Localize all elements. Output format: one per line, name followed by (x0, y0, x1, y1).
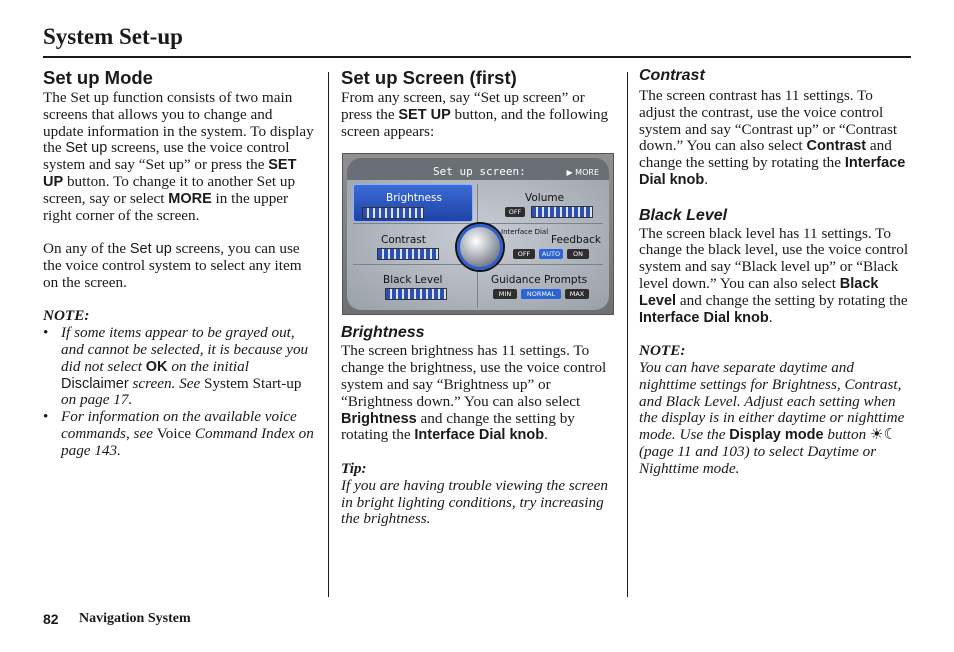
column-set-up-screen (341, 66, 615, 528)
sub-heading: Black Level (639, 206, 728, 224)
paragraph: The screen black level has 11 settings. To change the black level, use the voice control system and say “Black level up” or “Black level down.” You can also select Black Level and change the setting by rotating the Interface Dial knob. (639, 224, 909, 326)
note-item: • If some items appear to be grayed out, and cannot be selected, it is because you did not select OK on the initial Disclaimer screen. See System Start-up on page 17. (43, 325, 315, 409)
guidance-tile: Guidance Prompts MIN NORMAL MAX (491, 274, 588, 299)
page-number: 82 (43, 611, 59, 627)
paragraph: The screen brightness has 11 settings. To change the brightness, use the voice control system and say “Brightness up” or “Brightness down.” You can also select Brightness and change the setting by rotating the Interface Dial knob. (341, 342, 607, 444)
contrast-tile: Contrast (353, 226, 471, 262)
column-divider (328, 72, 329, 597)
page-title: System Set-up (43, 24, 183, 49)
tip-label: Tip: (341, 459, 367, 477)
section-heading: Set up Mode (43, 67, 153, 88)
footer-text: Navigation System (79, 611, 191, 626)
paragraph: From any screen, say “Set up screen” or press the SET UP button, and the following screen appears: (341, 89, 609, 140)
section-heading: Set up Screen (first) (341, 67, 517, 88)
setup-screen-image (342, 153, 614, 315)
feedback-tile: Interface Dial Feedback OFF AUTO ON (501, 228, 602, 259)
display-mode-icon: ☀☾ (869, 426, 898, 444)
brightness-tile: Brightness (353, 184, 473, 222)
screen-title: Set up screen: (433, 165, 526, 179)
column-set-up-mode (43, 66, 315, 460)
note-item: • For information on the available voice commands, see Voice Command Index on page 143. (43, 409, 315, 459)
paragraph: On any of the Set up screens, you can use the voice control system to select any item on the screen. (43, 240, 302, 291)
black-level-tile: Black Level (353, 268, 471, 304)
title-rule (43, 56, 911, 58)
note-list (43, 325, 315, 459)
sub-heading: Brightness (341, 324, 425, 342)
paragraph: The Set up function consists of two main screens that allows you to change and update information in the system. To display the Set up screens, use the voice control system and say “Set up” or press the SET UP button. To change it to another Set up screen, say or select MORE in the upper right corner of the screen. (43, 89, 314, 224)
sub-heading: Contrast (639, 67, 705, 84)
note-label: NOTE: (639, 342, 686, 360)
paragraph: The screen contrast has 11 settings. To adjust the contrast, use the voice control system and say “Contrast up” or “Contrast down.” You can also select Contrast and change the setting by rotating the Interface Dial knob. (639, 87, 906, 188)
column-divider (627, 72, 628, 597)
column-contrast-black-level (639, 66, 911, 478)
volume-tile: Volume OFF (483, 184, 603, 220)
tip-text: If you are having trouble viewing the screen in bright lighting conditions, try increasing the brightness. (341, 476, 608, 528)
more-button: ▶ MORE (566, 168, 599, 178)
note-label: NOTE: (43, 307, 90, 325)
note-text: You can have separate daytime and nighttime settings for Brightness, Contrast, and Black Level. Adjust each setting when the display is in either daytime or nighttime mode. Use the Display mode button ☀☾ (page 11 and 103) to select Daytime or Nighttime mode. (639, 358, 905, 477)
